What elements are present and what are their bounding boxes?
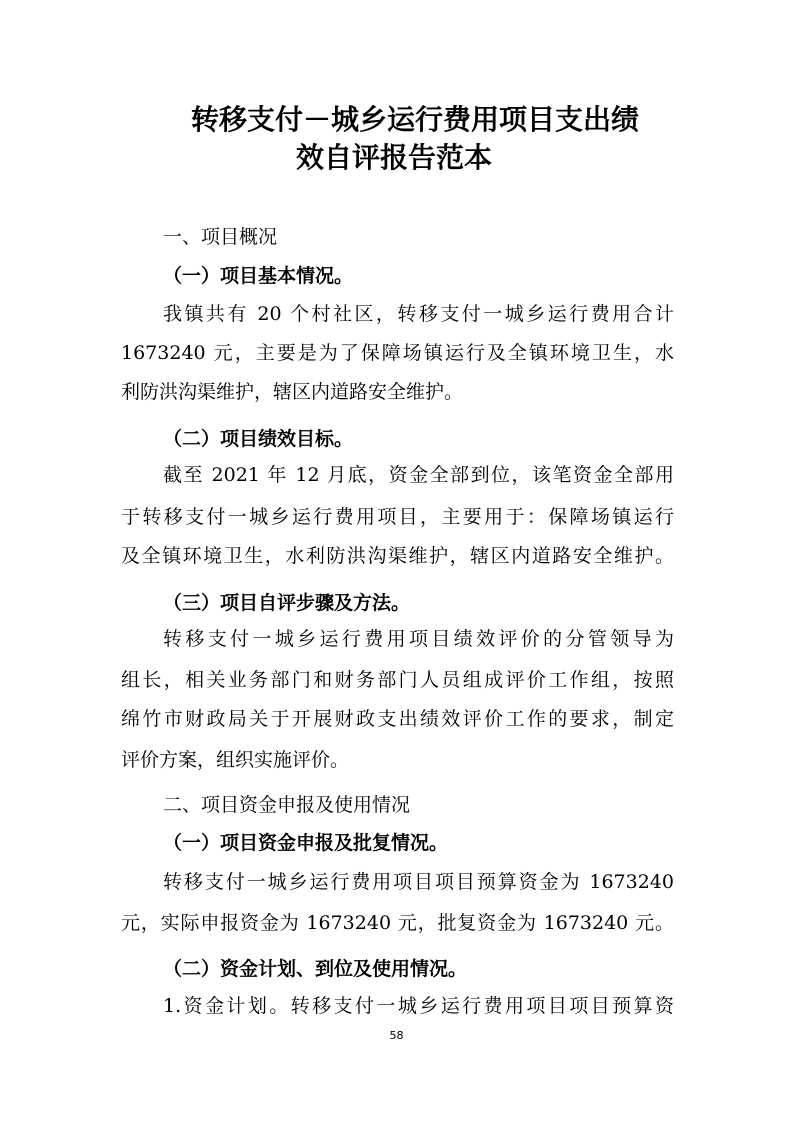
- paragraph-line: 评价方案，组织实施评价。: [121, 749, 350, 771]
- page-number: 58: [389, 1029, 404, 1042]
- paragraph-line: 绵竹市财政局关于开展财政支出绩效评价工作的要求，制定: [121, 708, 674, 730]
- section-2-heading: 二、项目资金申报及使用情况: [163, 794, 411, 816]
- section-2-1-heading: （一）项目资金申报及批复情况。: [163, 832, 449, 854]
- paragraph-line: 元，实际申报资金为 1673240 元，批复资金为 1673240 元。: [121, 912, 674, 934]
- paragraph-line: 截至 2021 年 12 月底，资金全部到位，该笔资金全部用: [163, 464, 674, 486]
- paragraph-line: 及全镇环境卫生，水利防洪沟渠维护，辖区内道路安全维护。: [121, 545, 674, 567]
- paragraph-line: 转移支付一城乡运行费用项目绩效评价的分管领导为: [163, 628, 674, 650]
- paragraph-line: 1.资金计划。转移支付一城乡运行费用项目项目预算资: [163, 995, 674, 1017]
- paragraph-line: 于转移支付一城乡运行费用项目，主要用于：保障场镇运行: [121, 506, 674, 528]
- section-1-1-heading: （一）项目基本情况。: [163, 265, 354, 287]
- paragraph-line: 转移支付一城乡运行费用项目项目预算资金为 1673240: [163, 871, 674, 893]
- doc-title-line-2: 效自评报告范本: [296, 141, 493, 174]
- paragraph-line: 利防洪沟渠维护，辖区内道路安全维护。: [121, 381, 464, 403]
- section-1-heading: 一、项目概况: [163, 226, 278, 248]
- section-1-2-heading: （二）项目绩效目标。: [163, 428, 354, 450]
- doc-title-line-1: 转移支付－城乡运行费用项目支出绩: [191, 103, 640, 136]
- paragraph-line: 我镇共有 20 个村社区，转移支付一城乡运行费用合计: [163, 303, 674, 325]
- paragraph-line: 1673240 元，主要是为了保障场镇运行及全镇环境卫生，水: [121, 342, 674, 364]
- paragraph-line: 组长，相关业务部门和财务部门人员组成评价工作组，按照: [121, 669, 674, 691]
- section-2-2-heading: （二）资金计划、到位及使用情况。: [163, 958, 468, 980]
- section-1-3-heading: （三）项目自评步骤及方法。: [163, 592, 411, 614]
